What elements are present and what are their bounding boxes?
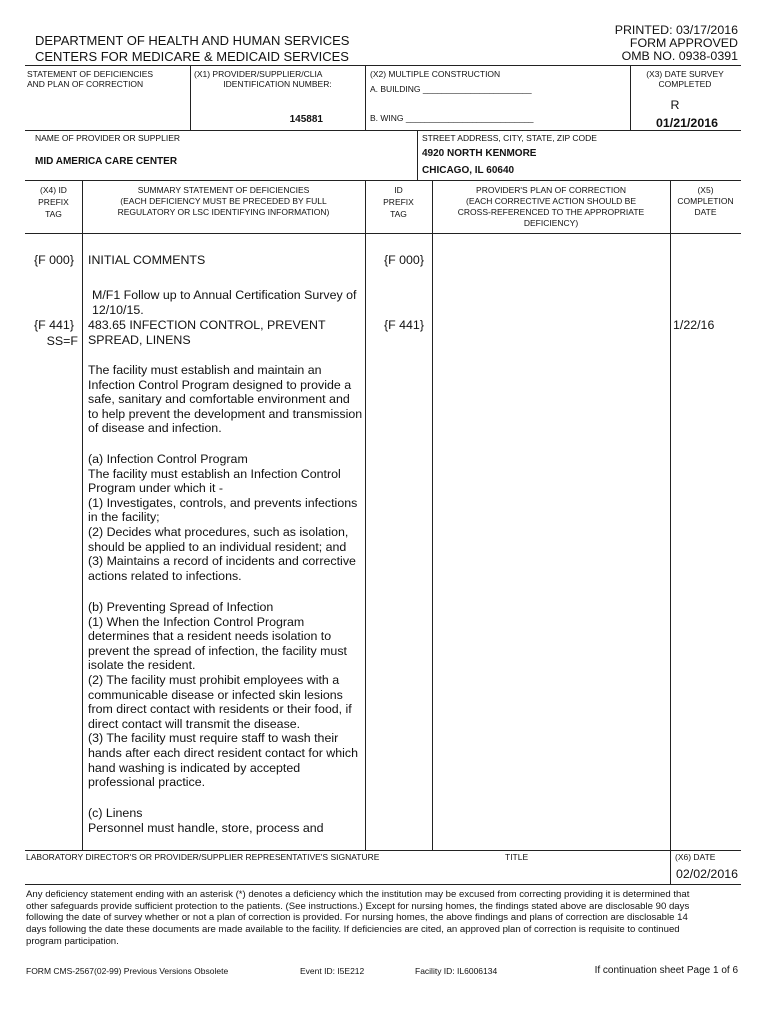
form-approved: FORM APPROVED <box>629 36 738 50</box>
address-label: STREET ADDRESS, CITY, STATE, ZIP CODE <box>422 133 597 143</box>
x6-date-label: (X6) DATE <box>675 852 716 862</box>
col-id-2: PREFIX <box>383 197 414 207</box>
paragraph-3: (b) Preventing Spread of Infection (1) When the Infection Control Program determines that a resident needs isolation to prevent the spread of infection, the facility must isolate the resident. (2) The facility must prohibit employees with a communicable disease or infected skin lesions from direct contact with residents or their food, if direct contact will transmit the disease. (3) The facility must require staff to wash their hands after each direct resident contact for which hand washing is indicated by accepted professional practice. <box>88 600 358 790</box>
omb-number: OMB NO. 0938-0391 <box>621 49 738 63</box>
x2-wing: B. WING ___________________________ <box>370 113 534 123</box>
tag-f441-right: {F 441} <box>384 318 424 332</box>
col-x4-3: TAG <box>45 209 62 219</box>
statement-label-1: STATEMENT OF DEFICIENCIES <box>27 69 154 79</box>
col-plan-4: DEFICIENCY) <box>523 218 579 228</box>
address-street: 4920 NORTH KENMORE <box>422 148 537 159</box>
department-title: DEPARTMENT OF HEALTH AND HUMAN SERVICES <box>35 33 350 48</box>
title-label: TITLE <box>505 852 529 862</box>
col-summary-2: (EACH DEFICIENCY MUST BE PRECEDED BY FULL <box>120 196 327 206</box>
initial-comments: INITIAL COMMENTS <box>88 253 206 267</box>
paragraph-4: (c) Linens Personnel must handle, store, process and <box>88 806 324 835</box>
col-x4-1: (X4) ID <box>40 185 67 195</box>
x1-label-1: (X1) PROVIDER/SUPPLIER/CLIA <box>194 69 323 79</box>
col-id-3: TAG <box>390 209 407 219</box>
paragraph-2: (a) Infection Control Program The facility must establish an Infection Control Program under which it - (1) Investigates, controls, and prevents infections in the facility; (2) Decides what procedures, such as isolation, should be applied to an individual resident; and (3) Maintains a record of incidents and corrective actions related to infections. <box>88 452 358 583</box>
provider-id-value: 145881 <box>289 114 323 125</box>
address-city: CHICAGO, IL 60640 <box>422 165 515 176</box>
tag-f441-left: {F 441} <box>34 318 74 332</box>
signature-date: 02/02/2016 <box>675 867 738 881</box>
x3-label-2: COMPLETED <box>658 79 712 89</box>
col-x5-2: COMPLETION <box>677 196 734 206</box>
ss-f: SS=F <box>46 334 78 348</box>
x3-label-1: (X3) DATE SURVEY <box>646 69 724 79</box>
col-summary-3: REGULATORY OR LSC IDENTIFYING INFORMATION) <box>117 207 330 217</box>
followup-text: M/F1 Follow up to Annual Certification Survey of 12/10/15. <box>92 288 357 317</box>
f441-title: 483.65 INFECTION CONTROL, PREVENT SPREAD, LINENS <box>88 318 326 347</box>
tag-f000-left: {F 000} <box>34 253 74 267</box>
col-x5-1: (X5) <box>697 185 714 195</box>
col-plan-1: PROVIDER'S PLAN OF CORRECTION <box>476 185 626 195</box>
statement-label-2: AND PLAN OF CORRECTION <box>27 79 144 89</box>
continuation-page: If continuation sheet Page 1 of 6 <box>594 965 738 976</box>
x1-label-2: IDENTIFICATION NUMBER: <box>223 79 332 89</box>
disclaimer-text: Any deficiency statement ending with an asterisk (*) denotes a deficiency which the institution may be excused from correcting providing it is determined that other safeguards provide sufficient protection to the patients. (See instructions.) Except for nursing homes, the findings stated above are disclosable 90 days following the date of survey whether or not a plan of correction is provided. For nursing homes, the above findings and plans of correction are disclosable 14 days following the date these documents are made available to the facility. If deficiencies are cited, an approved plan of correction is requisite to continued program participation. <box>26 889 690 947</box>
col-summary-1: SUMMARY STATEMENT OF DEFICIENCIES <box>137 185 310 195</box>
x2-label: (X2) MULTIPLE CONSTRUCTION <box>370 69 501 79</box>
centers-title: CENTERS FOR MEDICARE & MEDICAID SERVICES <box>35 49 349 64</box>
event-id: Event ID: I5E212 <box>300 966 365 976</box>
facility-id: Facility ID: IL6006134 <box>415 966 498 976</box>
col-x4-2: PREFIX <box>38 197 69 207</box>
completion-date: 1/22/16 <box>673 318 715 332</box>
form-id: FORM CMS-2567(02-99) Previous Versions Obsolete <box>26 966 229 976</box>
x3-r: R <box>670 98 680 112</box>
col-id-1: ID <box>394 185 403 195</box>
col-plan-2: (EACH CORRECTIVE ACTION SHOULD BE <box>465 196 637 206</box>
signature-label: LABORATORY DIRECTOR'S OR PROVIDER/SUPPLIER REPRESENTATIVE'S SIGNATURE <box>26 852 380 862</box>
printed-date: PRINTED: 03/17/2016 <box>614 23 738 37</box>
provider-name-label: NAME OF PROVIDER OR SUPPLIER <box>35 133 180 143</box>
provider-name: MID AMERICA CARE CENTER <box>35 156 178 167</box>
tag-f000-right: {F 000} <box>384 253 424 267</box>
survey-date: 01/21/2016 <box>655 116 718 130</box>
x2-building: A. BUILDING _______________________ <box>370 84 532 94</box>
paragraph-1: The facility must establish and maintain an Infection Control Program designed to provide a safe, sanitary and comfortable environment and to help prevent the development and transmission of disease and infection. <box>88 363 363 436</box>
col-plan-3: CROSS-REFERENCED TO THE APPROPRIATE <box>457 207 645 217</box>
col-x5-3: DATE <box>694 207 717 217</box>
